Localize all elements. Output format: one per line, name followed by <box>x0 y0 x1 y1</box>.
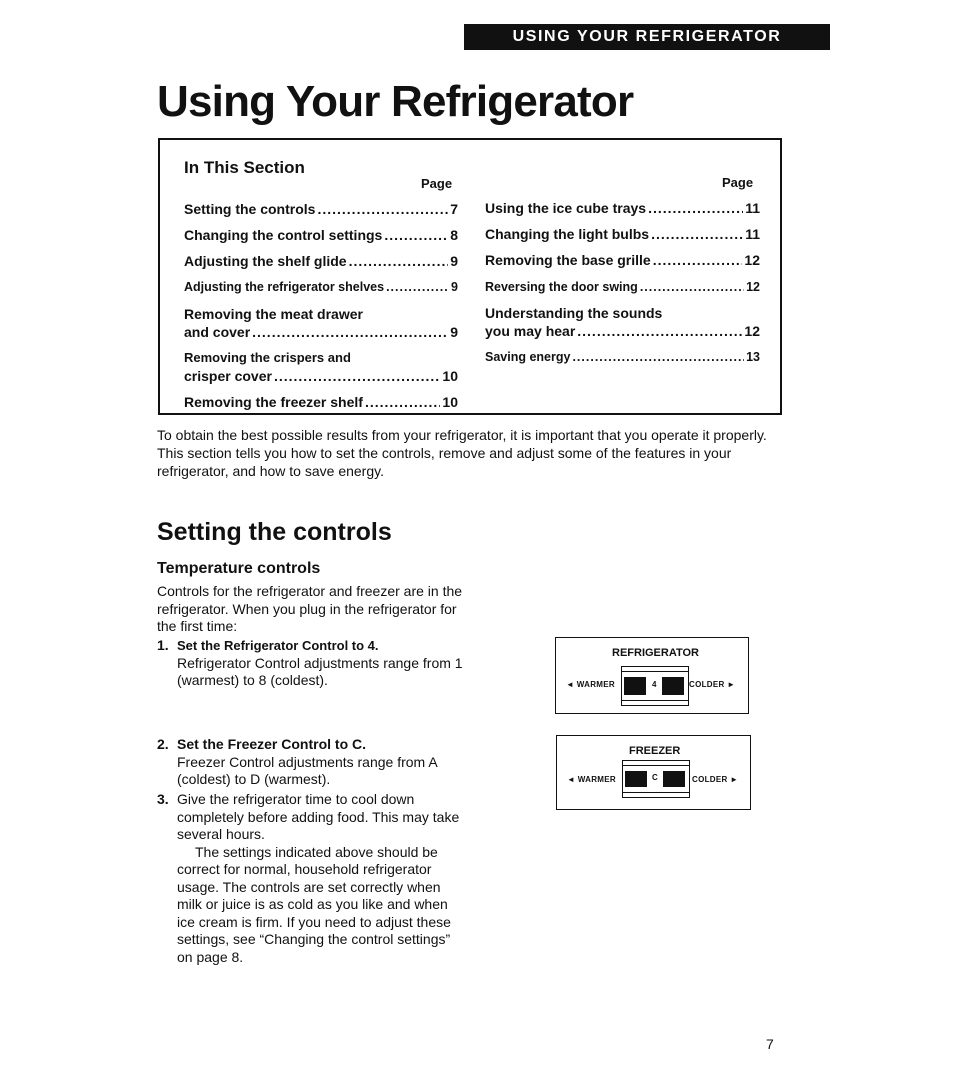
toc-item-line1: Understanding the sounds <box>485 305 663 321</box>
step-text: Freezer Control adjustments range from A (coldest) to D (warmest). <box>177 753 437 787</box>
page-title: Using Your Refrigerator <box>157 77 634 126</box>
toc-item[interactable]: Reversing the door swing ..... 12 <box>485 278 760 296</box>
colder-label: COLDER ► <box>692 775 739 784</box>
control-title: REFRIGERATOR <box>612 647 699 659</box>
toc-item[interactable]: Removing the freezer shelf ..... 10 <box>184 393 458 411</box>
step-text: Refrigerator Control adjustments range from 1 (warmest) to 8 (coldest). <box>177 654 463 688</box>
freezer-control-diagram <box>556 735 751 810</box>
step-1: 1. Set the Refrigerator Control to 4. Refrigerator Control adjustments range from 1 (warmest) to 8 (coldest). <box>157 637 467 697</box>
toc-item[interactable]: Changing the control settings ..... 8 <box>184 226 458 244</box>
toc-item[interactable]: Changing the light bulbs ..... 11 <box>485 225 760 243</box>
toc-heading: In This Section <box>184 158 305 177</box>
control-setting: 4 <box>652 680 657 689</box>
control-title: FREEZER <box>629 745 681 757</box>
toc-item[interactable]: Using the ice cube trays ..... 11 <box>485 199 760 217</box>
section-banner: USING YOUR REFRIGERATOR <box>464 24 830 50</box>
slider-knob <box>625 771 647 787</box>
warmer-label: ◄ WARMER <box>566 680 615 689</box>
control-setting: C <box>652 773 658 782</box>
refrigerator-control-diagram <box>555 637 749 714</box>
subsection-title: Temperature controls <box>157 560 321 577</box>
toc-item-line1: Removing the crispers and <box>184 350 351 365</box>
toc-item[interactable]: crisper cover ..... 10 <box>184 367 458 385</box>
toc-right-page-label: Page <box>722 175 754 190</box>
toc-box <box>158 138 782 415</box>
step-3: 3. Give the refrigerator time to cool down completely before adding food. This may take several hours. The settings indicated above should be correct for normal, household refrigerator usage. The controls are set correctly when milk or juice is as cold as you like and when ice cream is firm. If you need to adjust these settings, see “Changing the control settings” on page 8. <box>157 791 467 971</box>
body-paragraph: Controls for the refrigerator and freezer are in the refrigerator. When you plug in the refrigerator for the first time: <box>157 583 463 634</box>
toc-item-line1: Removing the meat drawer <box>184 306 363 322</box>
toc-item[interactable]: Setting the controls ..... 7 <box>184 200 458 218</box>
slider-knob <box>624 677 646 695</box>
toc-left-page-label: Page <box>421 176 453 191</box>
slider-knob <box>663 771 685 787</box>
toc-item[interactable]: Removing the base grille ..... 12 <box>485 251 760 269</box>
toc-item[interactable]: Adjusting the refrigerator shelves ..... 9 <box>184 278 458 296</box>
slider-knob <box>662 677 684 695</box>
section-title: Setting the controls <box>157 518 392 546</box>
toc-item[interactable]: Saving energy ..... 13 <box>485 348 760 366</box>
intro-paragraph: To obtain the best possible results from your refrigerator, it is important that you operate it properly. This section tells you how to set the controls, remove and adjust some of the features in your refrigerator, and how to save energy. <box>157 427 767 479</box>
toc-item[interactable]: and cover ..... 9 <box>184 323 458 341</box>
toc-item[interactable]: Adjusting the shelf glide ..... 9 <box>184 252 458 270</box>
step-title: Set the Refrigerator Control to 4. <box>177 638 379 653</box>
page-number: 7 <box>766 1036 774 1052</box>
refrigerator-slider <box>621 666 689 706</box>
toc-item[interactable]: you may hear ..... 12 <box>485 322 760 340</box>
warmer-label: ◄ WARMER <box>567 775 616 784</box>
freezer-slider <box>622 760 690 798</box>
step-title: Set the Freezer Control to C. <box>177 736 367 752</box>
note-paragraph: The settings indicated above should be correct for normal, household refrigerator usage. The controls are set correctly when milk or juice is as cold as you like and when ice cream is firm. If you need to adjust these settings, see “Changing the control settings” on page 8. <box>177 843 451 965</box>
colder-label: COLDER ► <box>689 680 736 689</box>
step-text: Give the refrigerator time to cool down completely before adding food. This may take several hours. <box>177 791 460 842</box>
step-2: 2. Set the Freezer Control to C. Freezer Control adjustments range from A (coldest) to D (warmest). <box>157 736 467 796</box>
